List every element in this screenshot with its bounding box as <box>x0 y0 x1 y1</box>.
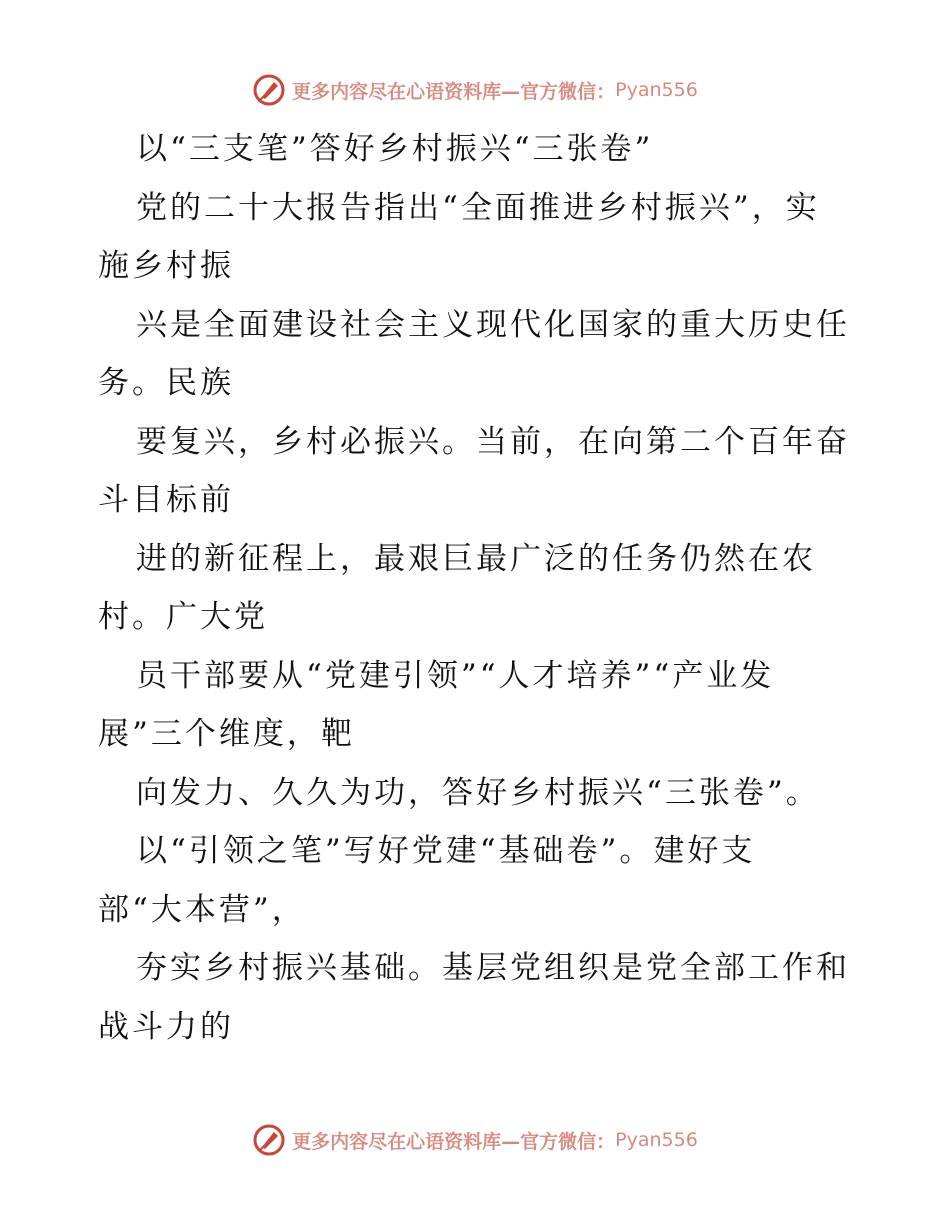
paragraph-line: 以“引领之笔”写好党建“基础卷”。建好支 <box>136 833 756 869</box>
footer-banner-id: Pyan556 <box>615 1129 698 1151</box>
paragraph-line: 展”三个维度，靶 <box>98 716 355 752</box>
paragraph-line: 员干部要从“党建引领”“人才培养”“产业发 <box>136 657 775 694</box>
pen-nib-logo-icon <box>252 73 286 107</box>
footer-banner <box>0 1120 950 1160</box>
paragraph-line: 党的二十大报告指出“全面推进乡村振兴”，实 <box>136 189 820 226</box>
header-banner-id: Pyan556 <box>615 79 698 101</box>
document-body <box>98 120 858 1056</box>
paragraph-line: 兴是全面建设社会主义现代化国家的重大历史任 <box>136 306 850 343</box>
paragraph-line: 务。民族 <box>98 365 234 401</box>
paragraph-line: 向发力、久久为功，答好乡村振兴“三张卷”。 <box>136 774 820 811</box>
paragraph-line: 要复兴，乡村必振兴。当前，在向第二个百年奋 <box>136 423 850 460</box>
pen-nib-logo-icon <box>252 1123 286 1157</box>
paragraph-line: 夯实乡村振兴基础。基层党组织是党全部工作和 <box>136 950 850 986</box>
header-banner <box>0 70 950 110</box>
footer-banner-text: 更多内容尽在心语资料库—官方微信： <box>292 1130 616 1153</box>
paragraph-line: 进的新征程上，最艰巨最广泛的任务仍然在农 <box>136 540 816 577</box>
paragraph-line: 施乡村振 <box>98 248 234 284</box>
paragraph-line: 斗目标前 <box>98 482 234 518</box>
document-title: 以“三支笔”答好乡村振兴“三张卷” <box>136 131 654 167</box>
paragraph-line: 村。广大党 <box>98 599 268 635</box>
paragraph-line: 战斗力的 <box>98 1008 234 1045</box>
header-banner-text: 更多内容尽在心语资料库—官方微信： <box>292 80 616 103</box>
paragraph-line: 部“大本营”， <box>98 891 306 928</box>
